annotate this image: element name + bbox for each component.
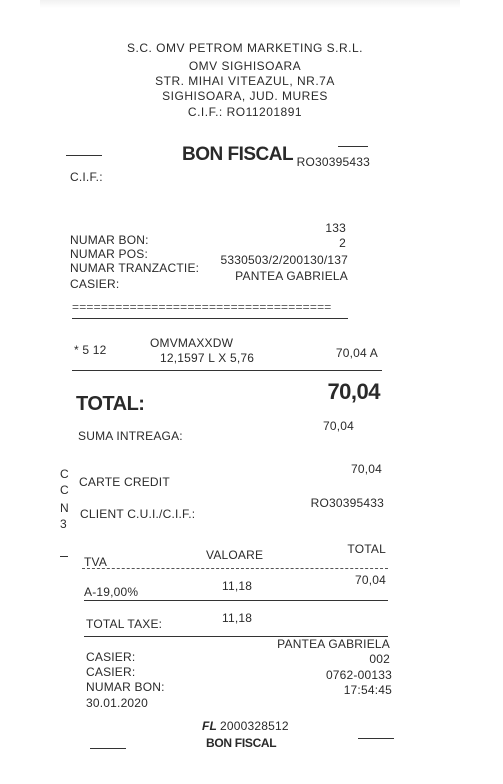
item-quantity: 12,1597 L X 5,76 bbox=[160, 351, 255, 365]
margin-mark: C bbox=[60, 483, 69, 497]
margin-tick bbox=[60, 556, 68, 557]
title-rule-left bbox=[66, 155, 102, 156]
total-tax-label: TOTAL TAXE: bbox=[86, 617, 163, 631]
total-tax-value: 11,18 bbox=[222, 611, 253, 625]
receipt-number-value: 133 bbox=[325, 221, 346, 235]
buyer-cif-value: RO30395433 bbox=[296, 155, 370, 169]
client-cif-label: CLIENT C.U.I./C.I.F.: bbox=[80, 507, 196, 521]
value-col-header: VALOARE bbox=[206, 548, 264, 562]
pos-number-label: NUMAR POS: bbox=[70, 247, 149, 261]
card-payment-value: 70,04 bbox=[350, 462, 382, 476]
margin-mark: 3 bbox=[60, 517, 67, 531]
receipt-date: 30.01.2020 bbox=[86, 696, 149, 710]
company-cif: C.I.F.: RO11201891 bbox=[187, 105, 303, 119]
station-name: OMV SIGHISOARA bbox=[188, 59, 302, 73]
company-name: S.C. OMV PETROM MARKETING S.R.L. bbox=[126, 41, 364, 55]
cashier-label: CASIER: bbox=[70, 277, 120, 291]
footer-cashier-id: 002 bbox=[369, 652, 390, 666]
item-name: OMVMAXXDW bbox=[150, 336, 234, 350]
vat-rate: A-19,00% bbox=[84, 585, 139, 599]
title-rule-right bbox=[338, 146, 368, 147]
divider bbox=[72, 370, 382, 371]
document-title: BON FISCAL bbox=[182, 144, 294, 165]
divider bbox=[82, 568, 388, 569]
footer-receipt-number: 0762-00133 bbox=[325, 668, 392, 682]
separator-line: ==================================== bbox=[72, 301, 332, 314]
divider bbox=[72, 318, 348, 319]
total-value: 70,04 bbox=[327, 379, 380, 404]
transaction-value: 5330503/2/200130/137 bbox=[220, 253, 348, 267]
total-col-header: TOTAL bbox=[347, 542, 386, 556]
footer-cashier2-label: CASIER: bbox=[86, 665, 136, 679]
full-amount-label: SUMA INTREAGA: bbox=[78, 429, 183, 443]
total-label: TOTAL: bbox=[76, 393, 145, 415]
card-payment-label: CARTE CREDIT bbox=[79, 475, 170, 489]
fiscal-logo: FL bbox=[202, 719, 218, 733]
divider bbox=[84, 600, 388, 601]
receipt-time: 17:54:45 bbox=[343, 683, 392, 697]
footer-receipt-label: NUMAR BON: bbox=[86, 680, 165, 694]
client-cif-value: RO30395433 bbox=[310, 496, 384, 510]
transaction-label: NUMAR TRANZACTIE: bbox=[70, 261, 200, 275]
footer-rule-right bbox=[358, 738, 394, 739]
margin-mark: C bbox=[60, 467, 69, 481]
item-total: 70,04 A bbox=[335, 346, 378, 360]
vat-total: 70,04 bbox=[354, 573, 386, 587]
item-prefix: * 5 12 bbox=[74, 343, 107, 357]
footer-cashier-name: PANTEA GABRIELA bbox=[277, 637, 390, 651]
footer-rule-left bbox=[90, 748, 126, 749]
vat-col-header: TVA bbox=[84, 555, 108, 569]
paper-shadow bbox=[40, 0, 460, 8]
buyer-cif-label: C.I.F.: bbox=[70, 170, 103, 184]
receipt-number-label: NUMAR BON: bbox=[70, 233, 149, 247]
cashier-value: PANTEA GABRIELA bbox=[235, 269, 348, 283]
footer-document-title: BON FISCAL bbox=[206, 736, 277, 750]
vat-value: 11,18 bbox=[222, 579, 253, 593]
fiscal-code: 2000328512 bbox=[220, 719, 289, 733]
margin-mark: N bbox=[60, 501, 69, 515]
station-street: STR. MIHAI VITEAZUL, NR.7A bbox=[155, 74, 335, 88]
pos-number-value: 2 bbox=[339, 236, 346, 250]
full-amount-value: 70,04 bbox=[322, 419, 354, 433]
footer-cashier-label: CASIER: bbox=[86, 650, 136, 664]
station-city: SIGHISOARA, JUD. MURES bbox=[162, 89, 328, 103]
